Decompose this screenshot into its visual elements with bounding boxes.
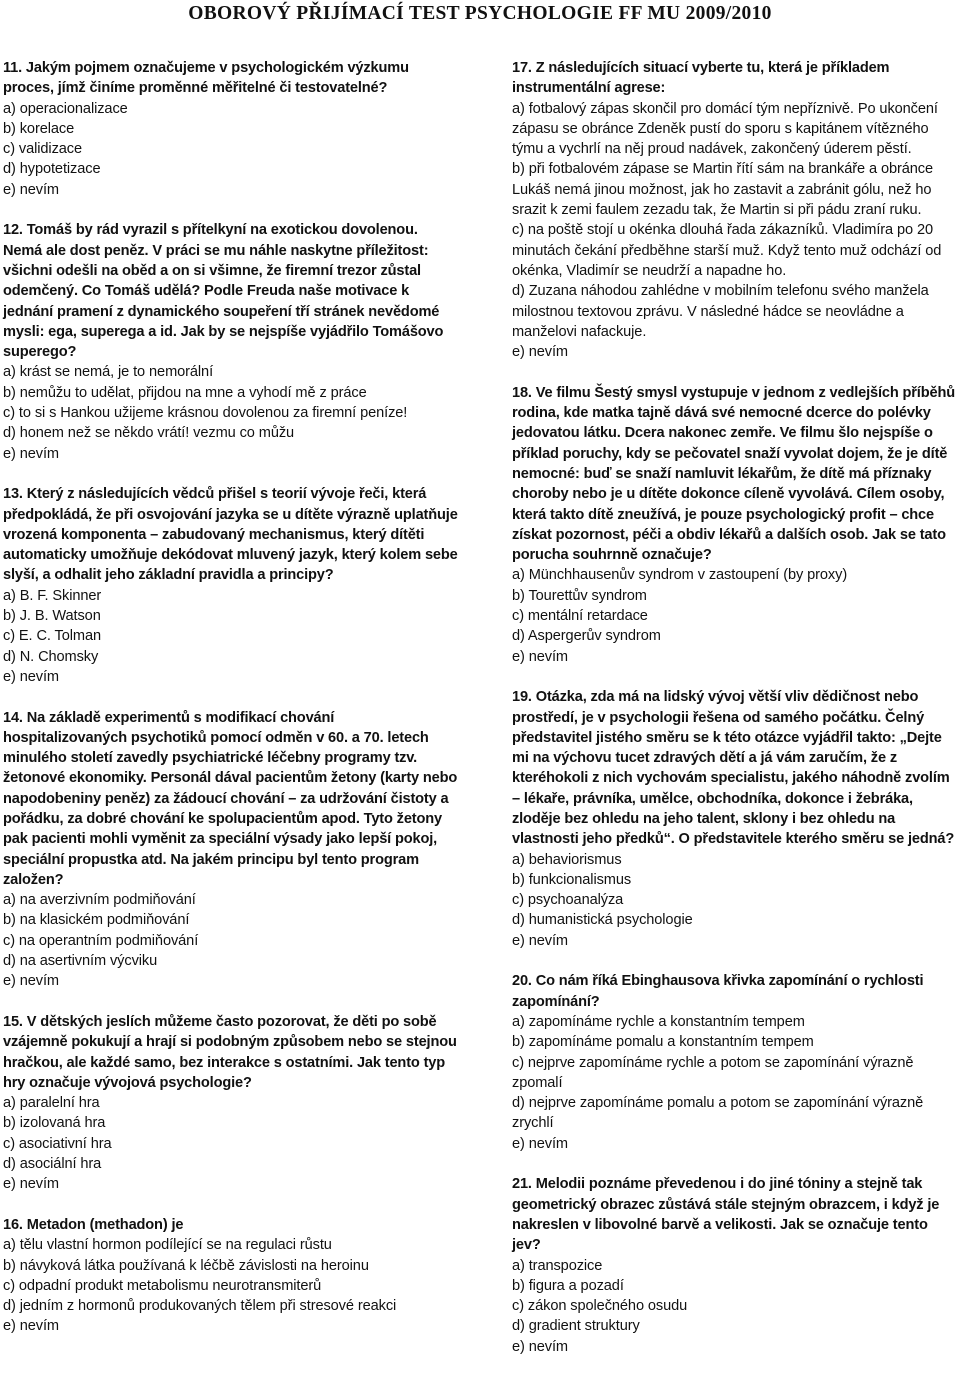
answer-option: a) tělu vlastní hormon podílející se na regulaci růstu (3, 1237, 332, 1254)
answer-option: d) honem než se někdo vrátí! vezmu co můžu (3, 425, 295, 442)
answer-option: c) to si s Hankou užijeme krásnou dovolenou za firemní peníze! (3, 405, 408, 422)
question-block (3, 58, 458, 200)
answer-option: d) asociální hra (3, 1156, 102, 1173)
answer-options (512, 850, 957, 951)
answer-option: c) asociativní hra (3, 1135, 112, 1152)
answer-option: d) N. Chomsky (3, 648, 99, 665)
answer-option: d) nejprve zapomínáme pomalu a potom se zapomínání výrazně zrychlí (512, 1095, 924, 1132)
answer-option: b) funkcionalismus (512, 871, 632, 888)
question-block (512, 971, 957, 1154)
answer-option: a) paralelní hra (3, 1095, 100, 1112)
answer-option: d) gradient struktury (512, 1318, 640, 1335)
question-text: 15. V dětských jeslích můžeme často pozorovat, že děti po sobě vzájemně pokukují a hrají si podobným způsobem nebo se stejnou hračkou, ale každé samo, bez interakce s ostatními. Jak tento typ hry označuje vývojová psychologie? (3, 1013, 457, 1091)
question-block (3, 1215, 458, 1337)
answer-options (512, 565, 957, 666)
answer-option: b) návyková látka používaná k léčbě závislosti na heroinu (3, 1257, 369, 1274)
question-text: 18. Ve filmu Šestý smysl vystupuje v jednom z vedlejších příběhů rodina, kde matka tajně dává své nemocné dcerce do polévky jedovatou látku. Dcera nakonec zemře. Ve filmu šlo nejspíše o příklad poruchy, kdy se pečovatel snaží vyvolat dojem, že je dítě nemocné: buď se snaží namluvit lékařům, že dítě má příznaky choroby nebo je u dítěte dokonce cíleně vyvolává. Cílem osoby, která takto dítě zneužívá, je pouze psychologický profit – chce získat pozornost, péči a obdiv lékařů a dalších osob. Jak se tato porucha souhrnně označuje? (512, 384, 955, 564)
question-block (512, 687, 957, 951)
answer-options (512, 1012, 957, 1154)
left-column (3, 58, 458, 1357)
answer-options (3, 99, 458, 200)
answer-option: e) nevím (3, 973, 59, 990)
answer-option: e) nevím (3, 1318, 59, 1335)
answer-option: d) Zuzana náhodou zahlédne v mobilním telefonu svého manžela milostnou textovou zprávu. V následné hádce se neovládne a manželovi nafackuje. (512, 283, 929, 340)
answer-option: c) na poště stojí u okénka dlouhá řada zákazníků. Vladimíra po 20 minutách čekání předběhne starší muž. Když tento muž odchází od okénka, Vladimír se neudrží a napadne ho. (512, 222, 942, 279)
answer-option: e) nevím (3, 668, 59, 685)
question-block (512, 383, 957, 667)
question-text: 12. Tomáš by rád vyrazil s přítelkyní na exotickou dovolenou. Nemá ale dost peněz. V práci se mu náhle naskytne příležitost: všichni odešli na oběd a on si všimne, že firemní trezor zůstal odemčený. Co Tomáš udělá? Podle Freuda naše motivace k jednání pramení z dynamického soupeření tří stránek nevědomé mysli: ega, superega a id. Jak by se nejspíše vyjádřilo Tomášovo superego? (3, 222, 444, 361)
answer-option: c) nejprve zapomínáme rychle a potom se zapomínání výrazně zpomalí (512, 1054, 914, 1091)
answer-option: c) validizace (3, 141, 82, 158)
answer-option: e) nevím (3, 181, 59, 198)
answer-option: d) jedním z hormonů produkovaných tělem při stresové reakci (3, 1298, 397, 1315)
answer-option: b) figura a pozadí (512, 1277, 624, 1294)
answer-option: e) nevím (512, 648, 568, 665)
answer-option: d) na asertivním výcviku (3, 953, 158, 970)
answer-options (512, 1256, 957, 1357)
question-text: 20. Co nám říká Ebinghausova křivka zapomínání o rychlosti zapomínání? (512, 973, 924, 1010)
question-text: 19. Otázka, zda má na lidský vývoj větší vliv dědičnost nebo prostředí, je v psychologii řešena od samého počátku. Čelný představitel jistého směru se k této otázce vyjádřil takto: „Dejte mi na výchovu tucet zdravých dětí a já vám zaručím, že z kteréhokoli z nich vychovám specialistu, jakého náhodně zvolím – lékaře, právníka, umělce, obchodníka, dokonce i žebráka, zloděje bez ohledu na jeho talent, sklony i bez ohledu na vlastnosti jeho předků“. O představitele kterého směru se jedná? (512, 689, 955, 848)
question-block (512, 58, 957, 362)
answer-options (3, 362, 458, 463)
answer-option: d) Aspergerův syndrom (512, 628, 661, 645)
answer-option: e) nevím (3, 1176, 59, 1193)
page-title: OBOROVÝ PŘIJÍMACÍ TEST PSYCHOLOGIE FF MU 2009/2010 (188, 3, 772, 24)
question-text: 16. Metadon (methadon) je (3, 1216, 184, 1233)
answer-option: e) nevím (512, 1338, 568, 1355)
answer-option: b) při fotbalovém zápase se Martin řítí sám na brankáře a obránce Lukáš nemá jinou možnost, jak ho zastavit a zabránit gólu, než ho srazit k zemi faulem zezadu tak, že Martin si při pádu zraní ruku. (512, 161, 933, 219)
answer-option: b) zapomínáme pomalu a konstantním tempem (512, 1034, 814, 1051)
answer-option: a) fotbalový zápas skončil pro domácí tým nepříznivě. Po ukončení zápasu se obránce Zdeněk pustí do sporu s kapitánem vítězného týmu a vychrlí na něj proud nadávek, zakončený úderem pěstí. (512, 100, 938, 158)
answer-option: d) hypotetizace (3, 161, 101, 178)
answer-option: e) nevím (512, 932, 568, 949)
answer-option: a) transpozice (512, 1257, 603, 1274)
answer-option: c) E. C. Tolman (3, 628, 101, 645)
question-text: 17. Z následujících situací vyberte tu, která je příkladem instrumentální agrese: (512, 60, 890, 97)
answer-option: c) mentální retardace (512, 608, 648, 625)
answer-options (3, 1235, 458, 1336)
answer-options (3, 586, 458, 687)
answer-option: a) behaviorismus (512, 851, 622, 868)
answer-option: b) J. B. Watson (3, 608, 101, 625)
answer-option: c) odpadní produkt metabolismu neurotransmiterů (3, 1277, 322, 1294)
answer-option: a) operacionalizace (3, 100, 128, 117)
answer-option: e) nevím (512, 344, 568, 361)
answer-option: a) Münchhausenův syndrom v zastoupení (by proxy) (512, 567, 848, 584)
answer-option: a) B. F. Skinner (3, 587, 102, 604)
answer-option: d) humanistická psychologie (512, 912, 693, 929)
question-text: 14. Na základě experimentů s modifikací chování hospitalizovaných psychotiků pomocí odměn v 60. a 70. letech minulého století zavedly psychiatrické léčebny programy tzv. žetonové ekonomiky. Personál dával pacientům žetony (karty nebo napodobeniny peněz) za žádoucí chování – za udržování čistoty a pořádku, za dobré chování ke spolupacientům apod. Tyto žetony pak pacienti mohli vyměnit za speciální výsady jako lepší pokoj, speciální propustka atd. Na jakém principu byl tento program založen? (3, 709, 458, 888)
answer-options (3, 890, 458, 991)
answer-option: b) na klasickém podmiňování (3, 912, 190, 929)
answer-option: c) zákon společného osudu (512, 1298, 688, 1315)
answer-option: b) nemůžu to udělat, přijdou na mne a vyhodí mě z práce (3, 384, 367, 401)
question-block (3, 708, 458, 992)
answer-option: b) korelace (3, 120, 75, 137)
answer-option: e) nevím (3, 445, 59, 462)
question-text: 21. Melodii poznáme převedenou i do jiné tóniny a stejně tak geometrický obrazec zůstává stále stejným obrazcem, i když je nakreslen v libovolné barvě a velikosti. Jak se označuje tento jev? (512, 1176, 940, 1254)
question-block (3, 220, 458, 464)
answer-option: c) na operantním podmiňování (3, 932, 199, 949)
answer-option: b) izolovaná hra (3, 1115, 106, 1132)
answer-option: a) zapomínáme rychle a konstantním tempem (512, 1013, 805, 1030)
question-block (3, 484, 458, 687)
question-text: 11. Jakým pojmem označujeme v psychologickém výzkumu proces, jímž činíme proměnné měřitelné či testovatelné? (3, 60, 409, 97)
answer-option: c) psychoanalýza (512, 892, 624, 909)
answer-option: b) Tourettův syndrom (512, 587, 647, 604)
answer-options (512, 99, 957, 363)
answer-option: e) nevím (512, 1135, 568, 1152)
right-column (512, 58, 957, 1377)
answer-option: a) krást se nemá, je to nemorální (3, 364, 214, 381)
question-block (512, 1174, 957, 1357)
question-block (3, 1012, 458, 1195)
answer-options (3, 1093, 458, 1194)
question-text: 13. Který z následujících vědců přišel s teorií vývoje řeči, která předpokládá, že při osvojování jazyka se u dítěte výrazně uplatňuje vrozená komponenta – zabudovaný mechanismus, který dítěti automaticky umožňuje dekódovat mluvený jazyk, který kolem sebe slyší, a odhalit jeho základní pravidla a principy? (3, 486, 458, 584)
answer-option: a) na averzivním podmiňování (3, 892, 196, 909)
